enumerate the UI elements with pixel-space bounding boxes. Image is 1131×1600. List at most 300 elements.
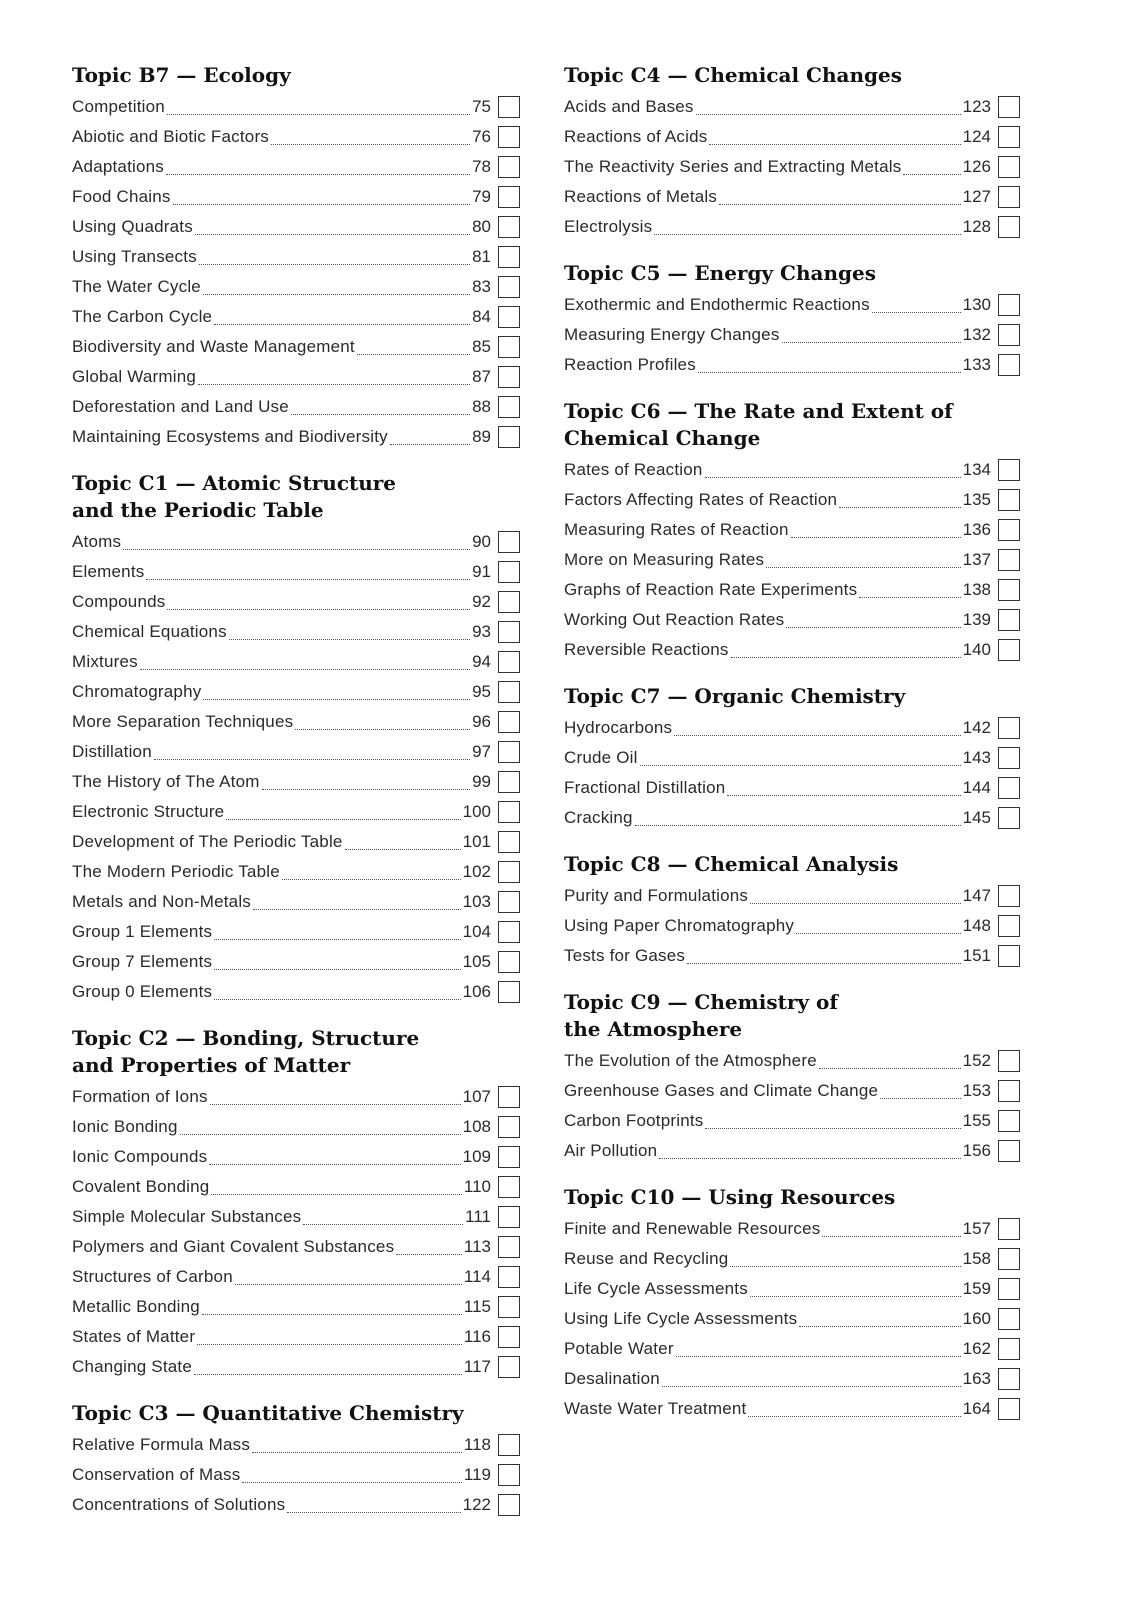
dot-leader (202, 1314, 462, 1315)
entry-label: The Modern Periodic Table (72, 862, 280, 881)
dot-leader (197, 1344, 462, 1345)
progress-checkbox[interactable] (498, 126, 520, 148)
progress-checkbox[interactable] (998, 294, 1020, 316)
entry-label: Elements (72, 562, 145, 581)
page-number: 75 (472, 97, 491, 116)
progress-checkbox[interactable] (998, 807, 1020, 829)
contents-entry-finite-and-renewable-resources (564, 1214, 1020, 1244)
page-number: 132 (962, 325, 991, 344)
progress-checkbox[interactable] (998, 519, 1020, 541)
page-number: 145 (962, 808, 991, 827)
progress-checkbox[interactable] (498, 186, 520, 208)
progress-checkbox[interactable] (498, 741, 520, 763)
progress-checkbox[interactable] (998, 609, 1020, 631)
contents-entry-the-water-cycle (72, 272, 520, 302)
contents-entry-concentrations-of-solutions (72, 1490, 520, 1520)
topic-heading (564, 62, 1020, 89)
progress-checkbox[interactable] (998, 1398, 1020, 1420)
entry-label: Relative Formula Mass (72, 1435, 251, 1454)
dot-leader (235, 1284, 462, 1285)
progress-checkbox[interactable] (498, 591, 520, 613)
progress-checkbox[interactable] (998, 1368, 1020, 1390)
progress-checkbox[interactable] (998, 354, 1020, 376)
contents-entry-compounds (72, 587, 520, 617)
progress-checkbox[interactable] (498, 951, 520, 973)
topic-heading-line: Topic C9 — Chemistry of (564, 990, 838, 1014)
contents-entry-using-life-cycle-assessments (564, 1304, 1020, 1334)
contents-entry-competition (72, 92, 520, 122)
entry-label: The History of The Atom (72, 772, 260, 791)
topic-heading (564, 989, 1020, 1043)
page-number: 139 (962, 610, 991, 629)
page-number: 90 (472, 532, 491, 551)
entry-label: Biodiversity and Waste Management (72, 337, 355, 356)
dot-leader (696, 114, 961, 115)
progress-checkbox[interactable] (498, 1116, 520, 1138)
page-number: 119 (463, 1465, 491, 1484)
topic-heading (72, 1025, 520, 1079)
dot-leader (303, 1224, 463, 1225)
entry-label: Reactions of Metals (564, 187, 718, 206)
contents-entry-changing-state (72, 1352, 520, 1382)
progress-checkbox[interactable] (998, 747, 1020, 769)
entry-label: Concentrations of Solutions (72, 1495, 286, 1514)
dot-leader (727, 795, 960, 796)
page-number: 113 (463, 1237, 491, 1256)
contents-entry-electronic-structure (72, 797, 520, 827)
contents-entry-exothermic-and-endothermic-reactions (564, 290, 1020, 320)
page-number: 130 (962, 295, 991, 314)
contents-entry-group-1-elements (72, 917, 520, 947)
dot-leader (194, 1374, 462, 1375)
entry-label: Changing State (72, 1357, 192, 1376)
progress-checkbox[interactable] (998, 324, 1020, 346)
progress-checkbox[interactable] (498, 621, 520, 643)
dot-leader (766, 567, 960, 568)
page-number: 84 (472, 307, 491, 326)
progress-checkbox[interactable] (998, 1248, 1020, 1270)
progress-checkbox[interactable] (998, 1218, 1020, 1240)
entry-label: Formation of Ions (72, 1087, 208, 1106)
dot-leader (819, 1068, 961, 1069)
progress-checkbox[interactable] (998, 1338, 1020, 1360)
entry-label: Purity and Formulations (564, 886, 749, 905)
entry-label: Simple Molecular Substances (72, 1207, 302, 1226)
page-number: 108 (462, 1117, 491, 1136)
entry-label: Finite and Renewable Resources (564, 1219, 821, 1238)
dot-leader (295, 729, 470, 730)
progress-checkbox[interactable] (998, 1278, 1020, 1300)
entry-label: Mixtures (72, 652, 138, 671)
topic-heading (564, 683, 1020, 710)
dot-leader (123, 549, 470, 550)
contents-entry-maintaining-ecosystems-and-biodiversity (72, 422, 520, 452)
page-number: 159 (962, 1279, 991, 1298)
page-number: 144 (962, 778, 991, 797)
contents-entry-conservation-of-mass (72, 1460, 520, 1490)
contents-entry-group-7-elements (72, 947, 520, 977)
entry-label: The Water Cycle (72, 277, 201, 296)
contents-entry-atoms (72, 527, 520, 557)
entry-label: Deforestation and Land Use (72, 397, 289, 416)
contents-entry-group-0-elements (72, 977, 520, 1007)
entry-label: Distillation (72, 742, 152, 761)
entry-label: Hydrocarbons (564, 718, 673, 737)
entry-label: Reaction Profiles (564, 355, 696, 374)
dot-leader (782, 342, 961, 343)
entry-label: More Separation Techniques (72, 712, 294, 731)
progress-checkbox[interactable] (998, 1110, 1020, 1132)
dot-leader (287, 1512, 460, 1513)
topic-section (564, 851, 1020, 971)
page-number: 158 (962, 1249, 991, 1268)
contents-entry-measuring-rates-of-reaction (564, 515, 1020, 545)
dot-leader (210, 1104, 461, 1105)
contents-entry-fractional-distillation (564, 773, 1020, 803)
contents-entry-factors-affecting-rates-of-reaction (564, 485, 1020, 515)
entry-label: Air Pollution (564, 1141, 658, 1160)
progress-checkbox[interactable] (498, 561, 520, 583)
topic-heading (564, 260, 1020, 287)
progress-checkbox[interactable] (498, 1086, 520, 1108)
page-number: 96 (472, 712, 491, 731)
entry-label: Development of The Periodic Table (72, 832, 343, 851)
progress-checkbox[interactable] (498, 831, 520, 853)
progress-checkbox[interactable] (498, 681, 520, 703)
progress-checkbox[interactable] (498, 1356, 520, 1378)
entry-label: The Carbon Cycle (72, 307, 213, 326)
dot-leader (687, 963, 961, 964)
topic-section (564, 989, 1020, 1166)
page-number: 157 (962, 1219, 991, 1238)
progress-checkbox[interactable] (498, 1494, 520, 1516)
contents-entry-acids-and-bases (564, 92, 1020, 122)
progress-checkbox[interactable] (998, 216, 1020, 238)
contents-entry-waste-water-treatment (564, 1394, 1020, 1424)
dot-leader (173, 204, 470, 205)
page-number: 101 (462, 832, 491, 851)
progress-checkbox[interactable] (498, 396, 520, 418)
entry-label: Competition (72, 97, 165, 116)
page-number: 81 (472, 247, 491, 266)
page-number: 92 (472, 592, 491, 611)
dot-leader (839, 507, 960, 508)
entry-label: Group 1 Elements (72, 922, 213, 941)
progress-checkbox[interactable] (998, 639, 1020, 661)
progress-checkbox[interactable] (498, 1176, 520, 1198)
contents-entry-carbon-footprints (564, 1106, 1020, 1136)
progress-checkbox[interactable] (998, 777, 1020, 799)
contents-entry-development-of-the-periodic-table (72, 827, 520, 857)
topic-section (72, 62, 520, 452)
page-number: 114 (463, 1267, 491, 1286)
page-number: 103 (462, 892, 491, 911)
topic-heading (564, 851, 1020, 878)
page-number: 122 (462, 1495, 491, 1514)
contents-entry-distillation (72, 737, 520, 767)
contents-entry-biodiversity-and-waste-management (72, 332, 520, 362)
topic-section (564, 398, 1020, 665)
progress-checkbox[interactable] (498, 801, 520, 823)
entry-label: Global Warming (72, 367, 197, 386)
entry-label: Carbon Footprints (564, 1111, 704, 1130)
entry-label: Using Life Cycle Assessments (564, 1309, 798, 1328)
progress-checkbox[interactable] (498, 1434, 520, 1456)
contents-entry-tests-for-gases (564, 941, 1020, 971)
dot-leader (291, 414, 470, 415)
dot-leader (242, 1482, 461, 1483)
progress-checkbox[interactable] (998, 579, 1020, 601)
dot-leader (791, 537, 961, 538)
progress-checkbox[interactable] (498, 711, 520, 733)
right-column (564, 62, 1020, 1442)
contents-entry-the-evolution-of-the-atmosphere (564, 1046, 1020, 1076)
progress-checkbox[interactable] (498, 1146, 520, 1168)
page-number: 115 (463, 1297, 491, 1316)
page-number: 138 (962, 580, 991, 599)
contents-entry-hydrocarbons (564, 713, 1020, 743)
contents-entry-deforestation-and-land-use (72, 392, 520, 422)
progress-checkbox[interactable] (498, 366, 520, 388)
progress-checkbox[interactable] (998, 885, 1020, 907)
progress-checkbox[interactable] (998, 126, 1020, 148)
progress-checkbox[interactable] (998, 549, 1020, 571)
dot-leader (731, 657, 961, 658)
contents-entry-formation-of-ions (72, 1082, 520, 1112)
progress-checkbox[interactable] (498, 1296, 520, 1318)
page-number: 134 (962, 460, 991, 479)
progress-checkbox[interactable] (998, 717, 1020, 739)
entry-label: Tests for Gases (564, 946, 686, 965)
page-number: 153 (962, 1081, 991, 1100)
entry-label: Covalent Bonding (72, 1177, 210, 1196)
contents-entry-measuring-energy-changes (564, 320, 1020, 350)
page-number: 88 (472, 397, 491, 416)
page-number: 78 (472, 157, 491, 176)
page-number: 87 (472, 367, 491, 386)
dot-leader (396, 1254, 462, 1255)
topic-heading-line: Topic C3 — Quantitative Chemistry (72, 1401, 464, 1425)
dot-leader (872, 312, 961, 313)
entry-label: Abiotic and Biotic Factors (72, 127, 270, 146)
page-number: 156 (962, 1141, 991, 1160)
left-column (72, 62, 520, 1538)
dot-leader (229, 639, 470, 640)
entry-label: Working Out Reaction Rates (564, 610, 785, 629)
topic-section (72, 1025, 520, 1382)
dot-leader (199, 264, 470, 265)
progress-checkbox[interactable] (498, 1206, 520, 1228)
contents-entry-the-history-of-the-atom (72, 767, 520, 797)
topic-heading (72, 1400, 520, 1427)
dot-leader (676, 1356, 961, 1357)
progress-checkbox[interactable] (498, 306, 520, 328)
dot-leader (253, 909, 461, 910)
contents-entry-metallic-bonding (72, 1292, 520, 1322)
page-number: 76 (472, 127, 491, 146)
page-number: 124 (962, 127, 991, 146)
progress-checkbox[interactable] (998, 915, 1020, 937)
progress-checkbox[interactable] (498, 276, 520, 298)
page-number: 83 (472, 277, 491, 296)
entry-label: Waste Water Treatment (564, 1399, 747, 1418)
progress-checkbox[interactable] (998, 489, 1020, 511)
progress-checkbox[interactable] (498, 216, 520, 238)
progress-checkbox[interactable] (998, 186, 1020, 208)
page-number: 102 (462, 862, 491, 881)
dot-leader (709, 144, 960, 145)
progress-checkbox[interactable] (498, 336, 520, 358)
page-number: 148 (962, 916, 991, 935)
page-number: 151 (962, 946, 991, 965)
page-number: 118 (463, 1435, 491, 1454)
progress-checkbox[interactable] (498, 651, 520, 673)
dot-leader (880, 1098, 960, 1099)
contents-entry-polymers-and-giant-covalent-substances (72, 1232, 520, 1262)
dot-leader (252, 1452, 462, 1453)
progress-checkbox[interactable] (998, 156, 1020, 178)
progress-checkbox[interactable] (498, 891, 520, 913)
entry-label: Reactions of Acids (564, 127, 708, 146)
contents-entry-cracking (564, 803, 1020, 833)
dot-leader (282, 879, 461, 880)
dot-leader (659, 1158, 960, 1159)
page-number: 163 (962, 1369, 991, 1388)
page-number: 155 (962, 1111, 991, 1130)
topic-heading (72, 470, 520, 524)
entry-label: Metals and Non-Metals (72, 892, 251, 911)
contents-entry-food-chains (72, 182, 520, 212)
contents-entry-global-warming (72, 362, 520, 392)
progress-checkbox[interactable] (998, 945, 1020, 967)
progress-checkbox[interactable] (498, 771, 520, 793)
topic-section (72, 1400, 520, 1520)
progress-checkbox[interactable] (498, 1266, 520, 1288)
dot-leader (198, 384, 470, 385)
dot-leader (167, 114, 470, 115)
entry-label: Greenhouse Gases and Climate Change (564, 1081, 879, 1100)
progress-checkbox[interactable] (498, 981, 520, 1003)
entry-label: Compounds (72, 592, 166, 611)
progress-checkbox[interactable] (498, 921, 520, 943)
page-number: 110 (463, 1177, 491, 1196)
progress-checkbox[interactable] (498, 531, 520, 553)
entry-label: Chromatography (72, 682, 202, 701)
page-number: 106 (462, 982, 491, 1001)
progress-checkbox[interactable] (498, 1236, 520, 1258)
entry-label: Ionic Compounds (72, 1147, 208, 1166)
dot-leader (214, 939, 460, 940)
topic-heading-line: Topic C4 — Chemical Changes (564, 63, 902, 87)
entry-label: Measuring Energy Changes (564, 325, 780, 344)
entry-label: Electronic Structure (72, 802, 225, 821)
contents-entry-more-separation-techniques (72, 707, 520, 737)
entry-label: Maintaining Ecosystems and Biodiversity (72, 427, 388, 446)
contents-entry-chromatography (72, 677, 520, 707)
topic-heading-line: Topic C7 — Organic Chemistry (564, 684, 906, 708)
progress-checkbox[interactable] (998, 1080, 1020, 1102)
dot-leader (209, 1164, 460, 1165)
dot-leader (357, 354, 470, 355)
dot-leader (662, 1386, 961, 1387)
progress-checkbox[interactable] (498, 1326, 520, 1348)
progress-checkbox[interactable] (998, 1050, 1020, 1072)
topic-heading-line: the Atmosphere (564, 1017, 743, 1041)
page-number: 91 (472, 562, 491, 581)
progress-checkbox[interactable] (498, 156, 520, 178)
contents-entry-more-on-measuring-rates (564, 545, 1020, 575)
dot-leader (705, 477, 961, 478)
entry-label: Conservation of Mass (72, 1465, 241, 1484)
progress-checkbox[interactable] (498, 246, 520, 268)
progress-checkbox[interactable] (998, 96, 1020, 118)
progress-checkbox[interactable] (498, 861, 520, 883)
entry-label: Using Quadrats (72, 217, 193, 236)
entry-label: Using Transects (72, 247, 197, 266)
progress-checkbox[interactable] (498, 1464, 520, 1486)
contents-entry-covalent-bonding (72, 1172, 520, 1202)
page-number: 97 (472, 742, 491, 761)
contents-entry-abiotic-and-biotic-factors (72, 122, 520, 152)
contents-entry-working-out-reaction-rates (564, 605, 1020, 635)
page-number: 160 (962, 1309, 991, 1328)
contents-entry-purity-and-formulations (564, 881, 1020, 911)
page-number: 123 (962, 97, 991, 116)
topic-heading-line: Topic C8 — Chemical Analysis (564, 852, 899, 876)
dot-leader (214, 324, 470, 325)
page-number: 95 (472, 682, 491, 701)
contents-entry-adaptations (72, 152, 520, 182)
entry-label: Group 7 Elements (72, 952, 213, 971)
dot-leader (786, 627, 960, 628)
dot-leader (705, 1128, 960, 1129)
entry-label: Desalination (564, 1369, 660, 1388)
entry-label: Group 0 Elements (72, 982, 213, 1001)
topic-heading-line: Topic C2 — Bonding, Structure (72, 1026, 420, 1050)
dot-leader (635, 825, 961, 826)
page-number: 128 (962, 217, 991, 236)
dot-leader (730, 1266, 960, 1267)
dot-leader (167, 609, 470, 610)
page-number: 80 (472, 217, 491, 236)
page-number: 104 (462, 922, 491, 941)
entry-label: Potable Water (564, 1339, 674, 1358)
topic-heading-line: Topic C10 — Using Resources (564, 1185, 896, 1209)
progress-checkbox[interactable] (498, 96, 520, 118)
page-number: 100 (462, 802, 491, 821)
contents-entry-simple-molecular-substances (72, 1202, 520, 1232)
page-number: 126 (962, 157, 991, 176)
progress-checkbox[interactable] (998, 1308, 1020, 1330)
dot-leader (214, 999, 460, 1000)
progress-checkbox[interactable] (998, 1140, 1020, 1162)
progress-checkbox[interactable] (498, 426, 520, 448)
dot-leader (640, 765, 961, 766)
dot-leader (180, 1134, 461, 1135)
entry-label: Fractional Distillation (564, 778, 726, 797)
entry-label: Reuse and Recycling (564, 1249, 729, 1268)
entry-label: Structures of Carbon (72, 1267, 233, 1286)
dot-leader (674, 735, 960, 736)
dot-leader (748, 1416, 960, 1417)
dot-leader (154, 759, 470, 760)
dot-leader (796, 933, 961, 934)
contents-entry-desalination (564, 1364, 1020, 1394)
dot-leader (750, 1296, 961, 1297)
progress-checkbox[interactable] (998, 459, 1020, 481)
topic-heading-line: Topic C1 — Atomic Structure (72, 471, 397, 495)
dot-leader (654, 234, 960, 235)
